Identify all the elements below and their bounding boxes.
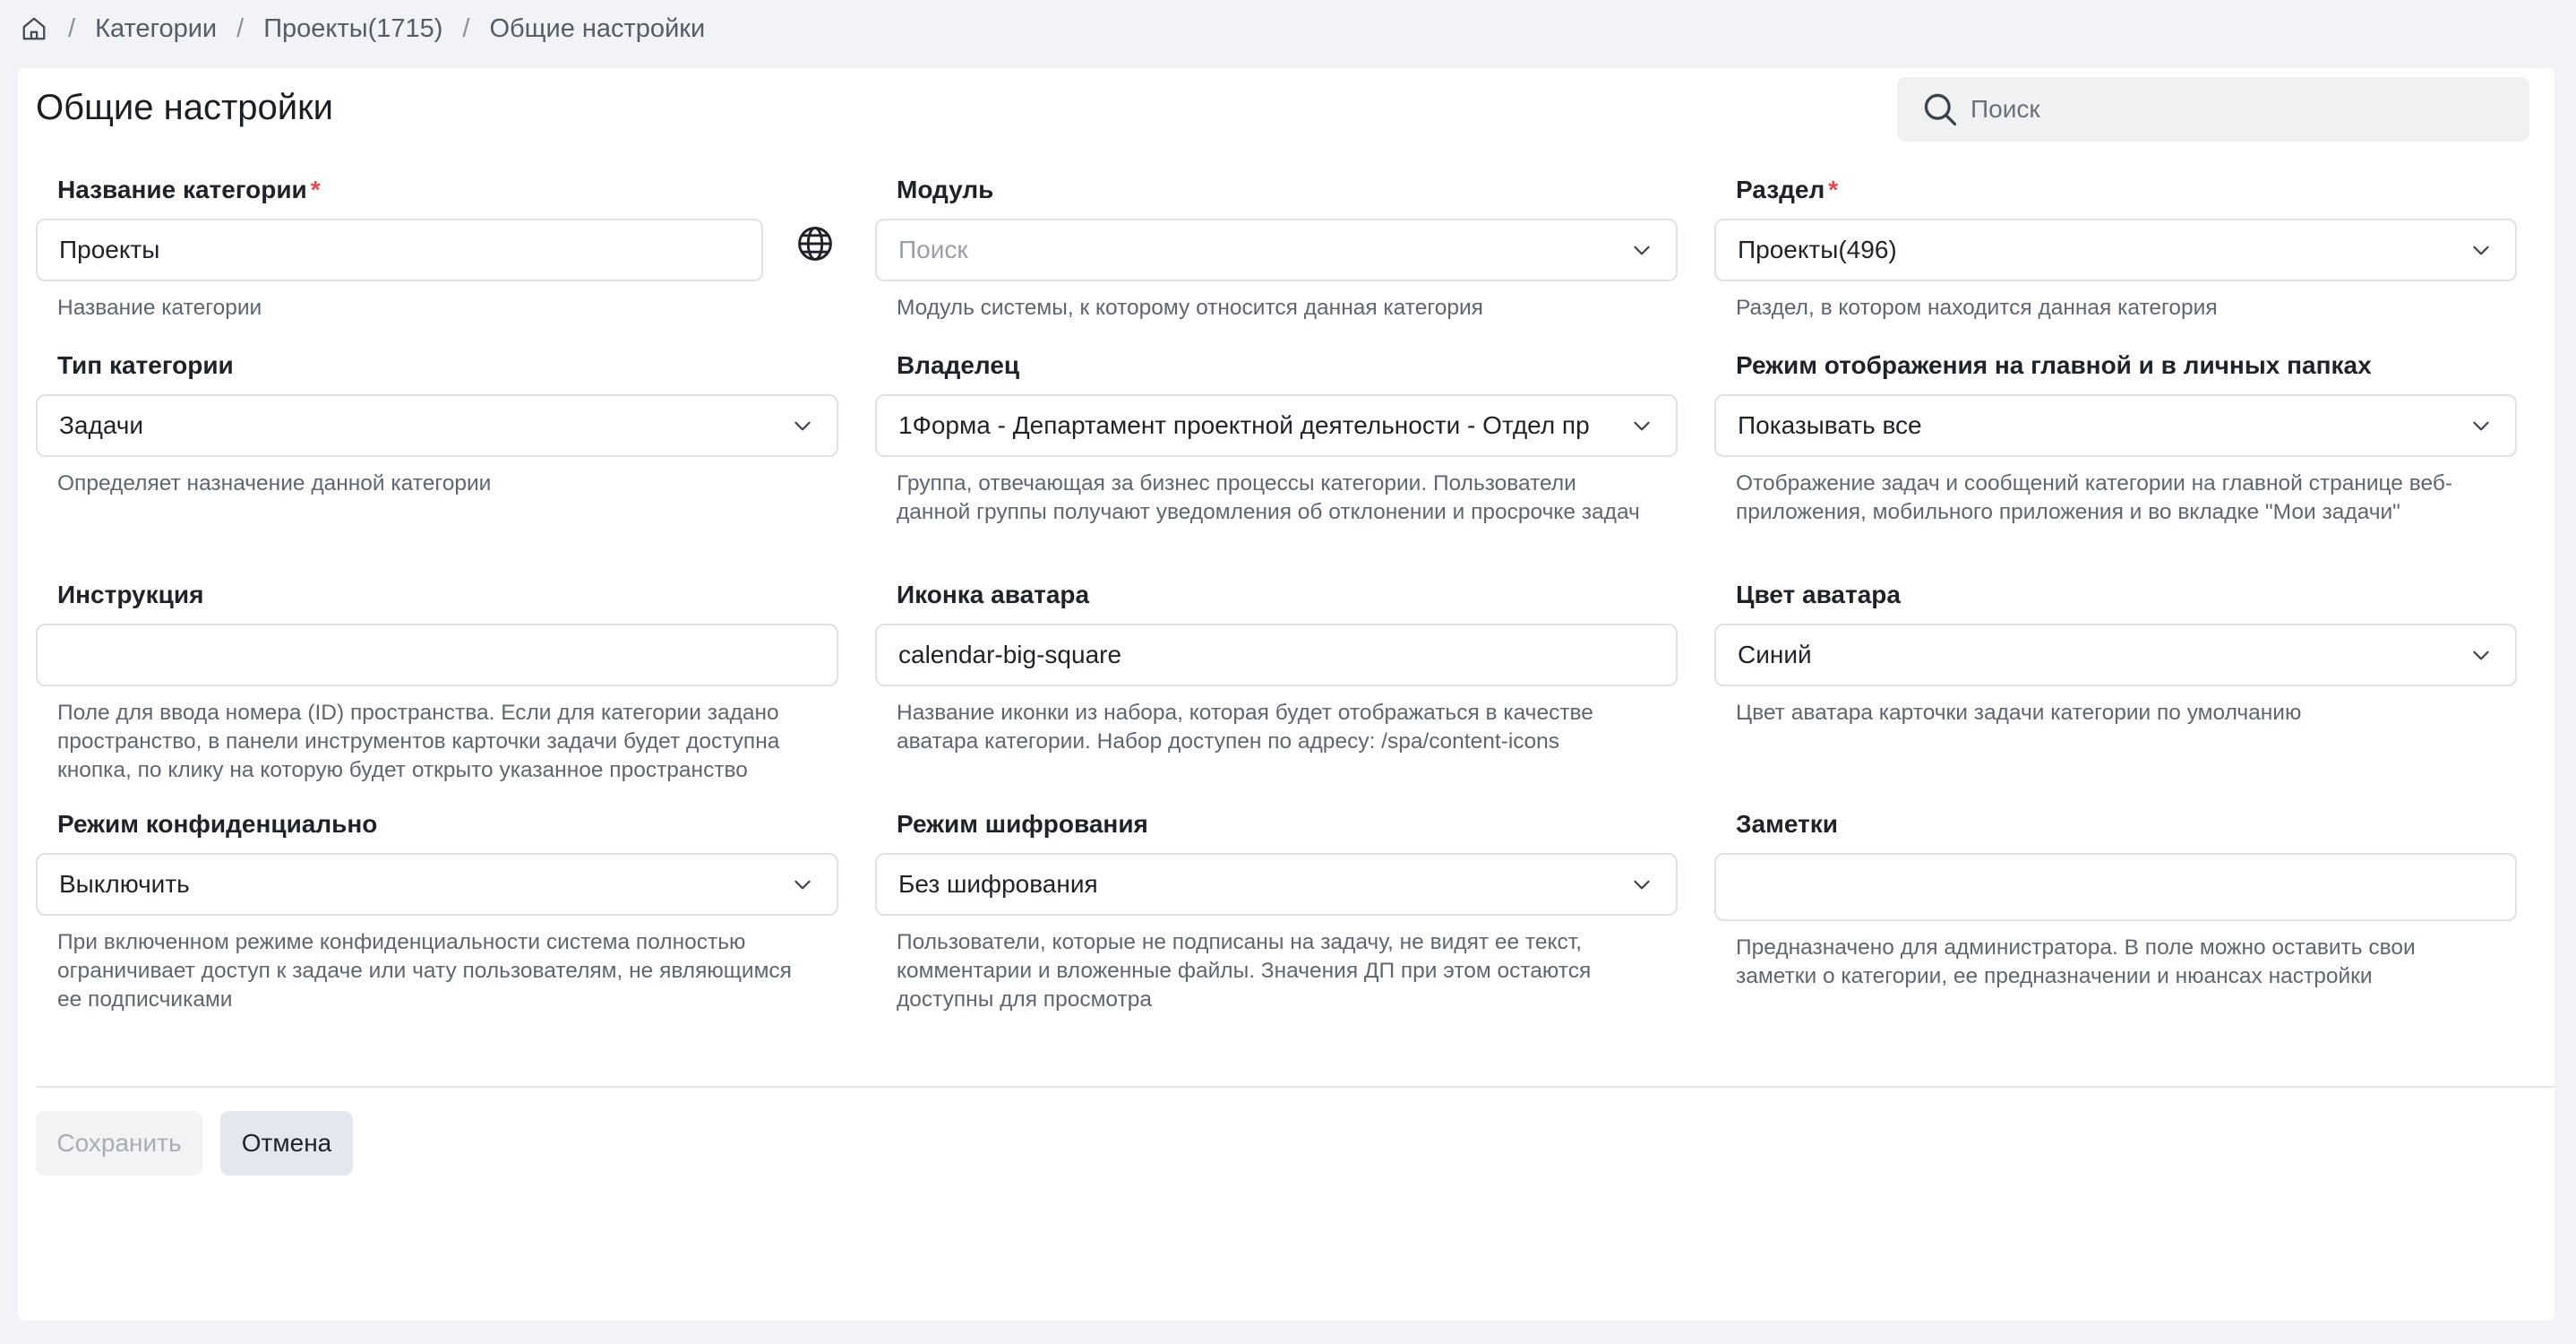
chevron-down-icon xyxy=(786,409,819,442)
required-marker: * xyxy=(1828,176,1839,203)
encryption-mode-value: Без шифрования xyxy=(898,870,1098,898)
display-mode-hint: Отображение задач и сообщений категории на главной странице веб-приложения, мобильного приложения и во вкладке "Мои задачи" xyxy=(1736,471,2453,524)
search-input[interactable] xyxy=(1969,94,2510,125)
display-mode-label: Режим отображения на главной и в личных папках xyxy=(1736,351,2372,379)
avatar-color-value: Синий xyxy=(1738,641,1812,668)
field-owner xyxy=(875,349,1678,527)
search-box[interactable] xyxy=(1897,77,2529,142)
cancel-button[interactable]: Отмена xyxy=(220,1111,353,1176)
category-name-label: Название категории xyxy=(57,176,307,203)
avatar-icon-input[interactable] xyxy=(875,624,1678,686)
instruction-label: Инструкция xyxy=(57,581,204,608)
section-value: Проекты(496) xyxy=(1738,236,1897,263)
home-icon[interactable] xyxy=(20,14,48,43)
encryption-mode-label: Режим шифрования xyxy=(897,810,1148,838)
section-label: Раздел xyxy=(1736,176,1825,203)
category-name-input[interactable] xyxy=(36,219,763,281)
category-type-label: Тип категории xyxy=(57,351,234,379)
confidential-mode-select[interactable] xyxy=(36,853,838,916)
field-avatar-icon xyxy=(875,579,1678,756)
field-avatar-color xyxy=(1714,579,2517,728)
chevron-down-icon xyxy=(2465,234,2497,266)
section-select[interactable] xyxy=(1714,219,2517,281)
field-notes xyxy=(1714,808,2517,991)
avatar-color-label: Цвет аватара xyxy=(1736,581,1901,608)
notes-textarea[interactable] xyxy=(1714,853,2517,921)
owner-value: 1Форма - Департамент проектной деятельности - Отдел пр xyxy=(898,411,1590,439)
field-confidential-mode xyxy=(36,808,838,1014)
category-name-hint: Название категории xyxy=(57,296,262,320)
chevron-down-icon xyxy=(1626,409,1658,442)
avatar-icon-label: Иконка аватара xyxy=(897,581,1090,608)
owner-hint: Группа, отвечающая за бизнес процессы категории. Пользователи данной группы получают уведомления об отклонении и просрочке задач xyxy=(897,471,1640,524)
display-mode-value: Показывать все xyxy=(1738,411,1922,439)
notes-hint: Предназначено для администратора. В поле можно оставить свои заметки о категории, ее предназначении и нюансах настройки xyxy=(1736,935,2416,988)
module-select[interactable] xyxy=(875,219,1678,281)
category-name-value: Проекты xyxy=(59,236,160,263)
category-type-value: Задачи xyxy=(59,411,144,439)
encryption-mode-select[interactable] xyxy=(875,853,1678,916)
field-encryption-mode xyxy=(875,808,1678,1014)
category-type-select[interactable] xyxy=(36,394,838,457)
category-type-hint: Определяет назначение данной категории xyxy=(57,471,492,495)
chevron-down-icon xyxy=(2465,639,2497,671)
avatar-icon-value: calendar-big-square xyxy=(898,641,1122,668)
avatar-icon-hint: Название иконки из набора, которая будет отображаться в качестве аватара категории. Набор доступен по адресу: /spa/content-icons xyxy=(897,701,1593,754)
globe-icon[interactable] xyxy=(794,222,837,265)
owner-label: Владелец xyxy=(897,351,1020,379)
breadcrumb-separator: / xyxy=(236,13,245,43)
notes-label: Заметки xyxy=(1736,810,1838,838)
confidential-mode-value: Выключить xyxy=(59,870,190,898)
search-icon xyxy=(1920,90,1960,129)
avatar-color-hint: Цвет аватара карточки задачи категории по умолчанию xyxy=(1736,701,2302,725)
module-label: Модуль xyxy=(897,176,994,203)
avatar-color-select[interactable] xyxy=(1714,624,2517,686)
chevron-down-icon xyxy=(786,868,819,900)
field-instruction xyxy=(36,579,838,785)
module-placeholder: Поиск xyxy=(898,236,968,263)
confidential-mode-hint: При включенном режиме конфиденциальности система полностью ограничивает доступ к задаче или чату пользователям, не являющимся ее подписчиками xyxy=(57,930,792,1012)
settings-card xyxy=(18,68,2555,1321)
encryption-mode-hint: Пользователи, которые не подписаны на задачу, не видят ее текст, комментарии и вложенные файлы. Значения ДП при этом остаются доступны для просмотра xyxy=(897,930,1592,1012)
chevron-down-icon xyxy=(1626,868,1658,900)
field-category-type xyxy=(36,349,838,498)
breadcrumb-item-categories[interactable]: Категории xyxy=(95,13,218,43)
module-hint: Модуль системы, к которому относится данная категория xyxy=(897,296,1483,320)
field-display-mode xyxy=(1714,349,2517,527)
field-section xyxy=(1714,174,2517,323)
page-title: Общие настройки xyxy=(36,88,333,127)
breadcrumb-item-projects[interactable]: Проекты(1715) xyxy=(263,13,443,43)
field-category-name xyxy=(36,174,838,323)
breadcrumb xyxy=(20,13,705,45)
instruction-hint: Поле для ввода номера (ID) пространства. Если для категории задано пространство, в панели инструментов карточки задачи будет доступна кнопка, по клику на которую будет открыто указанное пространство xyxy=(57,701,780,782)
breadcrumb-item-general-settings: Общие настройки xyxy=(489,13,706,43)
save-button[interactable]: Сохранить xyxy=(36,1111,202,1176)
instruction-input[interactable] xyxy=(36,624,838,686)
breadcrumb-separator: / xyxy=(462,13,470,43)
breadcrumb-separator: / xyxy=(68,13,76,43)
footer-divider xyxy=(36,1086,2555,1088)
confidential-mode-label: Режим конфиденциально xyxy=(57,810,378,838)
section-hint: Раздел, в котором находится данная категория xyxy=(1736,296,2218,320)
owner-select[interactable] xyxy=(875,394,1678,457)
display-mode-select[interactable] xyxy=(1714,394,2517,457)
required-marker: * xyxy=(310,176,321,203)
chevron-down-icon xyxy=(1626,234,1658,266)
chevron-down-icon xyxy=(2465,409,2497,442)
field-module xyxy=(875,174,1678,323)
